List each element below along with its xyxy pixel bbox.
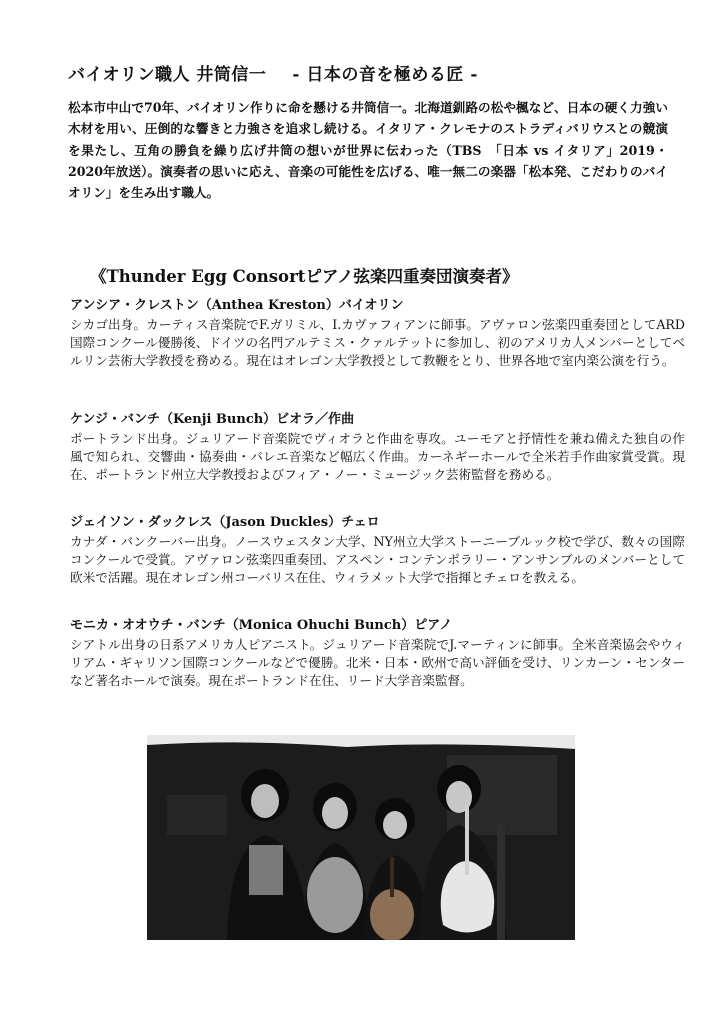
member-name: アンシア・クレストン（Anthea Kreston）バイオリン (70, 298, 404, 313)
member-name: ジェイソン・ダックレス（Jason Duckles）チェロ (70, 515, 380, 530)
member-kenji (70, 410, 685, 485)
title-main: バイオリン職人 井筒信一 (68, 65, 267, 85)
member-bio: ポートランド出身。ジュリアード音楽院でヴィオラと作曲を専攻。ユーモアと抒情性を兼ね備えた独自の作風で知られ、交響曲・協奏曲・バレエ音楽など幅広く作曲。カーネギーホールで全米若手作曲家賞受賞。現在、ポートランド州立大学教授およびフィア・ノー・ミュージック芸術監督を務める。 (70, 431, 685, 483)
member-bio: カナダ・バンクーバー出身。ノースウェスタン大学、NY州立大学ストーニーブルック校で学び、数々の国際コンクールで受賞。アヴァロン弦楽四重奏団、アスペン・コンテンポラリー・アンサンブルのメンバーとして欧米で活躍。現在オレゴン州コーバリス在住、ウィラメット大学で指揮とチェロを教える。 (70, 534, 685, 586)
member-anthea (70, 296, 685, 371)
page-title (68, 60, 478, 85)
member-jason (70, 513, 685, 588)
group-photo-icon (147, 735, 575, 940)
title-subtitle: - 日本の音を極める匠 - (292, 65, 478, 85)
member-name: ケンジ・バンチ（Kenji Bunch）ビオラ／作曲 (70, 412, 355, 427)
section-title: 《Thunder Egg Consortピアノ弦楽四重奏団演奏者》 (90, 267, 519, 286)
member-bio: シカゴ出身。カーティス音楽院でF.ガリミル、I.カヴァフィアンに師事。アヴァロン弦楽四重奏団としてARD国際コンクール優勝後、ドイツの名門アルテミス・クァルテットに参加し、初のアメリカ人メンバーとしてベルリン芸術大学教授を務める。現在はオレゴン大学教授として教鞭をとり、世界各地で室内楽公演を行う。 (70, 317, 685, 369)
member-bio: シアトル出身の日系アメリカ人ピアニスト。ジュリアード音楽院でJ.マーティンに師事。全米音楽協会やウィリアム・ギャリソン国際コンクールなどで優勝。北米・日本・欧州で高い評価を受け、リンカーン・センターなど著名ホールで演奏。現在ポートランド在住、リード大学音楽監督。 (70, 637, 685, 689)
member-name: モニカ・オオウチ・バンチ（Monica Ohuchi Bunch）ピアノ (70, 618, 453, 633)
group-photo-icon (147, 735, 575, 940)
intro-paragraph: 松本市中山で70年、バイオリン作りに命を懸ける井筒信一。北海道釧路の松や楓など、日本の硬く力強い木材を用い、圧倒的な響きと力強さを追求し続ける。イタリア・クレモナのストラディバリウスとの競演を果たし、互角の勝負を繰り広げ井筒の想いが世界に伝わった（TBS 「日本 vs イタリア」2019・2020年放送）。演奏者の思いに応え、音楽の可能性を広げる、唯一無二の楽器「松本発、こだわりのバイオリン」を生み出す職人。 (68, 100, 668, 201)
member-monica (70, 616, 685, 691)
